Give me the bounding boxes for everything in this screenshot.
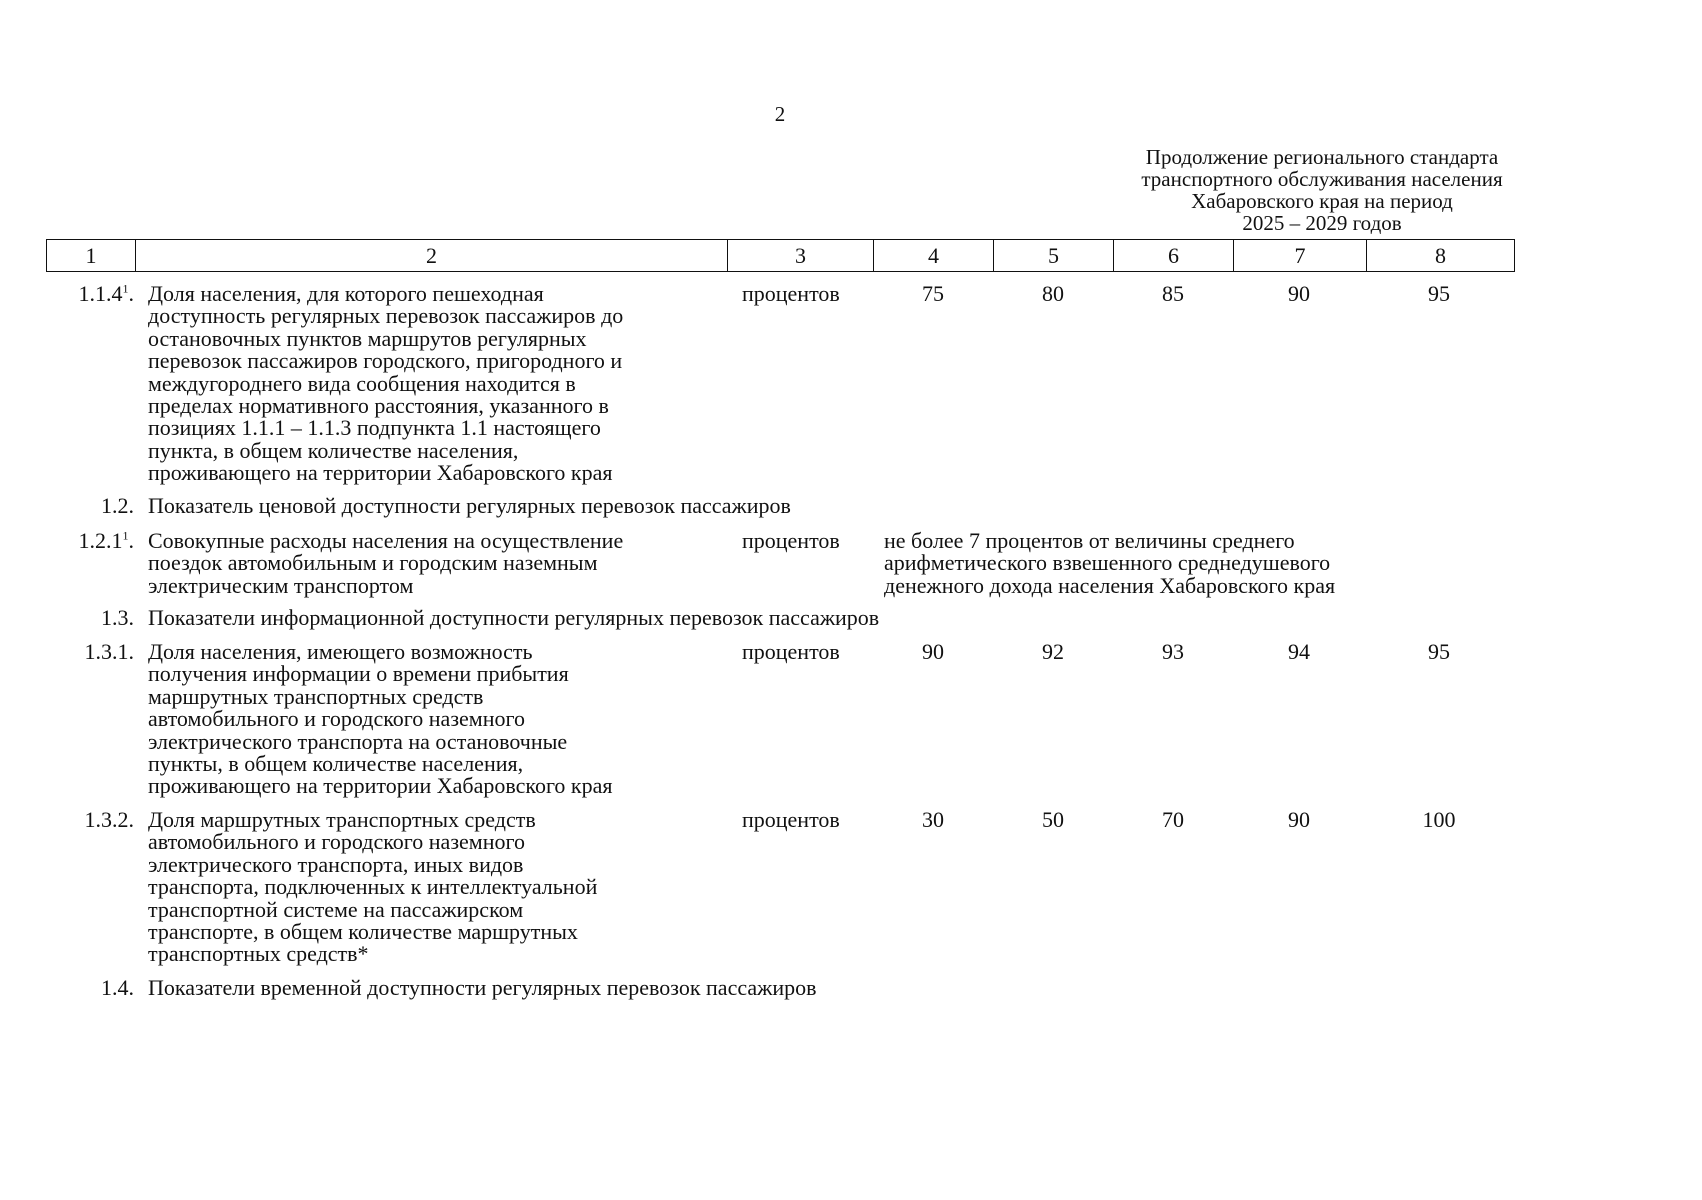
column-header-cell: 5 [994, 240, 1114, 272]
row-number: 1.3.1. [84, 639, 134, 664]
value-cell: 94 [1288, 639, 1310, 664]
value-cell: 75 [922, 281, 944, 306]
continuation-header [1100, 146, 1544, 234]
continuation-line: Продолжение регионального стандарта [1145, 145, 1499, 169]
row-number: 1.3. [101, 605, 134, 630]
value-cell: 92 [1042, 639, 1064, 664]
column-header-cell: 4 [874, 240, 994, 272]
indicator-name: Доля населения, имеющего возможность получения информации о времени прибытия маршрутных транспортных средств автомобильного и городского наземного электрического транспорта на остановочные пункты, в общем количестве населения, проживающего на территории Хабаровского края [148, 639, 613, 799]
section-title: Показатель ценовой доступности регулярных перевозок пассажиров [148, 493, 791, 518]
value-cell: 50 [1042, 807, 1064, 832]
value-cell: 85 [1162, 281, 1184, 306]
value-cell: 30 [922, 807, 944, 832]
value-cell: 90 [1288, 807, 1310, 832]
column-header-cell: 1 [47, 240, 136, 272]
row-number: 1.3.2. [84, 807, 134, 832]
column-header-cell: 6 [1114, 240, 1234, 272]
row-number: 1.2. [101, 493, 134, 518]
column-header-cell: 2 [136, 240, 728, 272]
indicator-name: Доля населения, для которого пешеходная доступность регулярных перевозок пассажиров до остановочных пунктов маршрутов регулярных перевозок пассажиров городского, пригородного и междугороднего вида сообщения находится в пределах нормативного расстояния, указанного в позициях 1.1.1 – 1.1.3 подпункта 1.1 настоящего пункта, в общем количестве населения, проживающего на территории Хабаровского края [148, 281, 624, 486]
unit: процентов [742, 281, 840, 306]
value-cell: 90 [1288, 281, 1310, 306]
value-cell: 70 [1162, 807, 1184, 832]
unit: процентов [742, 807, 840, 832]
value-cell: 100 [1422, 807, 1456, 832]
value-cell: 90 [922, 639, 944, 664]
column-number-header [46, 239, 1515, 272]
unit: процентов [742, 639, 840, 664]
merged-value-cell: не более 7 процентов от величины среднего арифметического взвешенного среднедушевого денежного дохода населения Хабаровского края [884, 528, 1336, 598]
value-cell: 93 [1162, 639, 1184, 664]
column-header-cell: 3 [728, 240, 874, 272]
page-number: 2 [774, 102, 786, 126]
value-cell: 80 [1042, 281, 1064, 306]
row-number: 1.2.1$^1$. [78, 528, 134, 553]
column-header-cell: 7 [1234, 240, 1367, 272]
indicator-name: Совокупные расходы населения на осуществление поездок автомобильным и городским наземным электрическим транспортом [148, 528, 624, 598]
continuation-line: Хабаровского края на период [1191, 189, 1453, 213]
row-number: 1.4. [101, 975, 134, 1000]
continuation-line: транспортного обслуживания населения [1141, 167, 1503, 191]
section-title: Показатели информационной доступности регулярных перевозок пассажиров [148, 605, 880, 630]
continuation-line: 2025 – 2029 годов [1242, 211, 1402, 235]
unit: процентов [742, 528, 840, 553]
section-title: Показатели временной доступности регулярных перевозок пассажиров [148, 975, 817, 1000]
row-number: 1.1.4$^1$. [78, 281, 134, 306]
value-cell: 95 [1428, 281, 1450, 306]
column-header-cell: 8 [1367, 240, 1515, 272]
indicator-name: Доля маршрутных транспортных средств автомобильного и городского наземного электрического транспорта, иных видов транспорта, подключенных к интеллектуальной транспортной системе на пассажирском транспорте, в общем количестве маршрутных транспортных средств* [148, 807, 598, 967]
value-cell: 95 [1428, 639, 1450, 664]
